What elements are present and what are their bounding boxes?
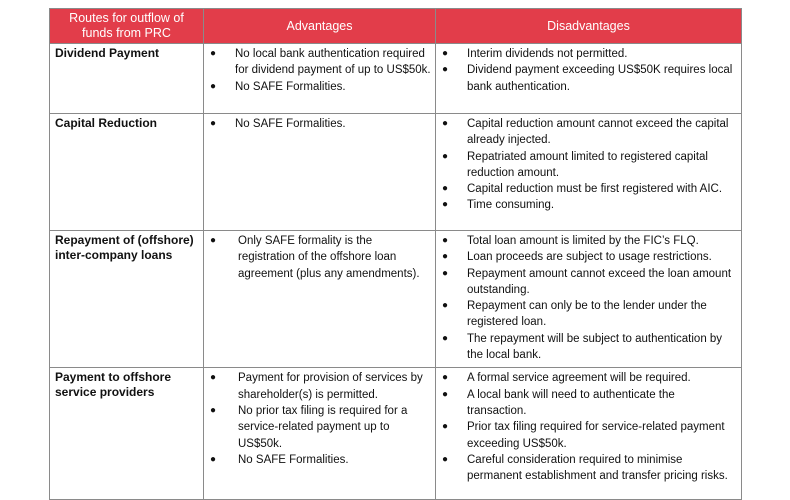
bullet-icon: ● [442,267,449,279]
disadvantages-list [436,116,737,214]
bullet-icon: ● [442,372,449,384]
route-cell: Repayment of (offshore) inter-company loans [50,231,204,368]
disadvantages-list [436,46,737,95]
bullet-icon: ● [442,388,449,400]
header-disadvantages: Disadvantages [436,9,742,44]
list-item: ● No SAFE Formalities. [204,79,431,95]
advantages-list [204,370,431,468]
table-row [50,44,742,114]
advantages-cell [204,368,436,500]
list-item: ● Repayment amount cannot exceed the loan amount outstanding. [442,267,732,296]
bullet-icon: ● [210,118,217,129]
bullet-icon: ● [210,48,217,59]
header-route: Routes for outflow of funds from PRC [50,9,204,44]
bullet-icon: ● [442,421,449,433]
list-item: ● No SAFE Formalities. [204,116,431,132]
table-row [50,231,742,368]
list-item: ● Capital reduction must be first registered with AIC. [436,181,737,197]
advantages-cell [204,114,436,231]
list-item: ● Repatriated amount limited to registered capital reduction amount. [442,150,708,179]
bullet-icon: ● [210,80,217,92]
bullet-icon: ● [442,64,449,76]
bullet-icon: ● [442,48,449,59]
table-row [50,114,742,231]
list-item: ● No SAFE Formalities. [204,452,431,468]
list-item: ● No local bank authentication required for dividend payment of up to US$50k. [210,48,431,77]
header-advantages: Advantages [204,9,436,44]
list-item: ● Careful consideration required to minimise permanent establishment and transfer pricing risks. [442,453,728,483]
bullet-icon: ● [442,453,449,465]
list-item: ● Dividend payment exceeding US$50K requires local bank authentication. [442,64,733,93]
list-item: ● No prior tax filing is required for a service-related payment up to US$50k. [210,404,408,450]
bullet-icon: ● [442,332,449,344]
list-item: ● Total loan amount is limited by the FIC’s FLQ. [436,233,737,249]
bullet-icon: ● [210,235,217,246]
disadvantages-cell [436,44,742,114]
header-row [50,9,742,44]
disadvantages-list [436,233,737,363]
list-item: ● Loan proceeds are subject to usage restrictions. [436,249,737,265]
route-cell: Capital Reduction [50,114,204,231]
bullet-icon: ● [442,150,449,162]
disadvantages-cell [436,231,742,368]
advantages-cell [204,44,436,114]
disadvantages-cell [436,368,742,500]
disadvantages-cell [436,114,742,231]
list-item: ● Prior tax filing required for service-related payment exceeding US$50k. [442,421,725,450]
bullet-icon: ● [442,300,449,312]
bullet-icon: ● [442,118,449,129]
bullet-icon: ● [442,183,449,195]
route-cell: Payment to offshore service providers [50,368,204,500]
list-item: ● A formal service agreement will be required. [436,370,737,386]
list-item: ● Only SAFE formality is the registration of the offshore loan agreement (plus any amendments). [210,235,420,280]
list-item: ● The repayment will be subject to authentication by the local bank. [442,332,723,362]
list-item: ● Time consuming. [436,197,737,213]
advantages-list [204,233,431,282]
advantages-list [204,46,431,95]
bullet-icon: ● [442,251,449,263]
table-row [50,368,742,500]
bullet-icon: ● [210,372,217,384]
bullet-icon: ● [210,404,217,416]
outflow-routes-table [49,8,742,500]
list-item: ● Payment for provision of services by shareholder(s) is permitted. [210,372,423,401]
list-item: ● A local bank will need to authenticate the transaction. [442,388,675,417]
route-cell: Dividend Payment [50,44,204,114]
list-item: ● Capital reduction amount cannot exceed the capital already injected. [442,118,729,147]
advantages-list [204,116,431,132]
bullet-icon: ● [210,453,217,465]
bullet-icon: ● [442,199,449,211]
disadvantages-list [436,370,737,484]
bullet-icon: ● [442,235,449,246]
list-item: ● Repayment can only be to the lender under the registered loan. [442,300,707,329]
advantages-cell [204,231,436,368]
list-item: ● Interim dividends not permitted. [436,46,737,62]
